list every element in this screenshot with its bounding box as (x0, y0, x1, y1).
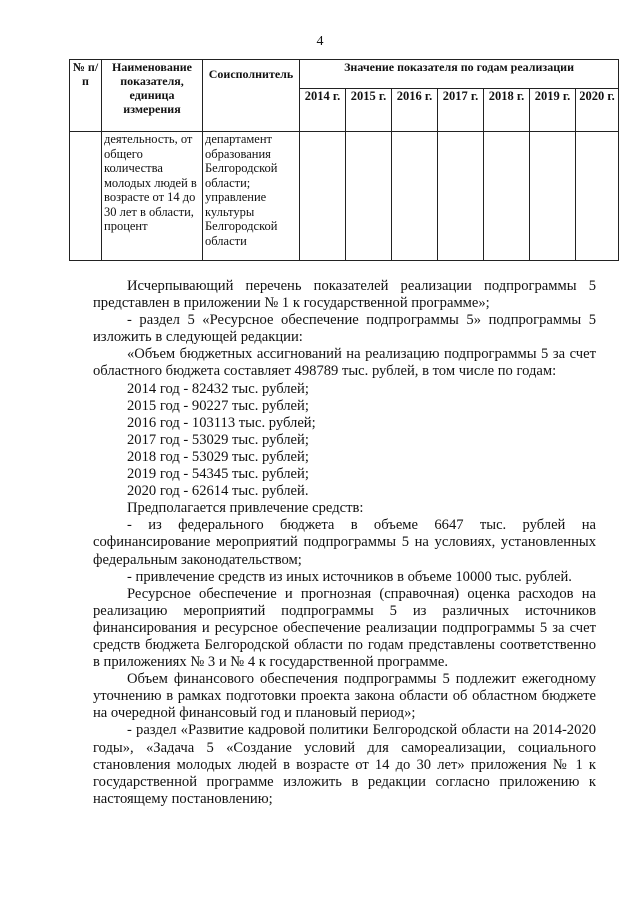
cell-value (576, 132, 619, 261)
budget-year-line: 2017 год - 53029 тыс. рублей; (127, 431, 309, 448)
paragraph: - привлечение средств из иных источников в объеме 10000 тыс. рублей. (127, 568, 572, 585)
header-year: 2016 г. (392, 89, 438, 132)
paragraph: «Объем бюджетных ассигнований на реализацию подпрограммы 5 за счет областного бюджета составляет 498789 тыс. рублей, в том числе по годам: (93, 346, 596, 380)
cell-value (530, 132, 576, 261)
header-year: 2018 г. (484, 89, 530, 132)
paragraph: Исчерпывающий перечень показателей реализации подпрограммы 5 представлен в приложении № 1 к государственной программе»; (93, 278, 596, 312)
paragraph: Объем финансового обеспечения подпрограммы 5 подлежит ежегодному уточнению в рамках подготовки проекта закона области об областном бюджете на очередной финансовый год и плановый период»; (93, 671, 596, 722)
header-num: № п/п (70, 60, 102, 132)
header-year: 2015 г. (346, 89, 392, 132)
header-year: 2017 г. (438, 89, 484, 132)
paragraph: - раздел 5 «Ресурсное обеспечение подпрограммы 5» подпрограммы 5 изложить в следующей редакции: (93, 312, 596, 346)
budget-year-line: 2016 год - 103113 тыс. рублей; (127, 414, 316, 431)
budget-year-line: 2020 год - 62614 тыс. рублей. (127, 483, 309, 500)
header-year: 2014 г. (300, 89, 346, 132)
cell-executor: департамент образования Белгородской области; управление культуры Белгородской области (203, 132, 300, 261)
paragraph: Ресурсное обеспечение и прогнозная (справочная) оценка расходов на реализацию мероприятий подпрограммы 5 из различных источников финансирования и ресурсное обеспечение реализации подпрограммы 5 за счет средств бюджета Белгородской области по годам представлены соответственно в приложениях № 3 и № 4 к государственной программе. (93, 585, 596, 671)
indicator-table (69, 59, 619, 261)
header-values: Значение показателя по годам реализации (300, 60, 619, 89)
cell-num (70, 132, 102, 261)
cell-value (484, 132, 530, 261)
budget-year-line: 2014 год - 82432 тыс. рублей; (127, 380, 309, 397)
header-executor: Соисполнитель (203, 60, 300, 132)
table-row (70, 132, 619, 261)
page-number: 4 (316, 34, 324, 49)
document-body (93, 278, 596, 808)
cell-value (392, 132, 438, 261)
table-header-row (70, 60, 619, 89)
header-year: 2020 г. (576, 89, 619, 132)
paragraph: - из федерального бюджета в объеме 6647 тыс. рублей на софинансирование мероприятий подпрограммы 5 на условиях, установленных федеральным законодательством; (93, 517, 596, 568)
budget-year-line: 2018 год - 53029 тыс. рублей; (127, 448, 309, 465)
cell-value (438, 132, 484, 261)
cell-indicator-name: деятельность, от общего количества молодых людей в возрасте от 14 до 30 лет в области, процент (102, 132, 203, 261)
cell-value (346, 132, 392, 261)
header-year: 2019 г. (530, 89, 576, 132)
budget-year-line: 2019 год - 54345 тыс. рублей; (127, 466, 309, 483)
budget-year-line: 2015 год - 90227 тыс. рублей; (127, 397, 309, 414)
header-name: Наименование показателя, единица измерения (102, 60, 203, 132)
cell-value (300, 132, 346, 261)
paragraph: Предполагается привлечение средств: (127, 500, 364, 517)
paragraph: - раздел «Развитие кадровой политики Белгородской области на 2014-2020 годы», «Задача 5 «Создание условий для самореализации, социального становления молодых людей в возрасте от 14 до 30 лет» приложения № 1 к государственной программе изложить в редакции согласно приложению к настоящему постановлению; (93, 722, 596, 807)
